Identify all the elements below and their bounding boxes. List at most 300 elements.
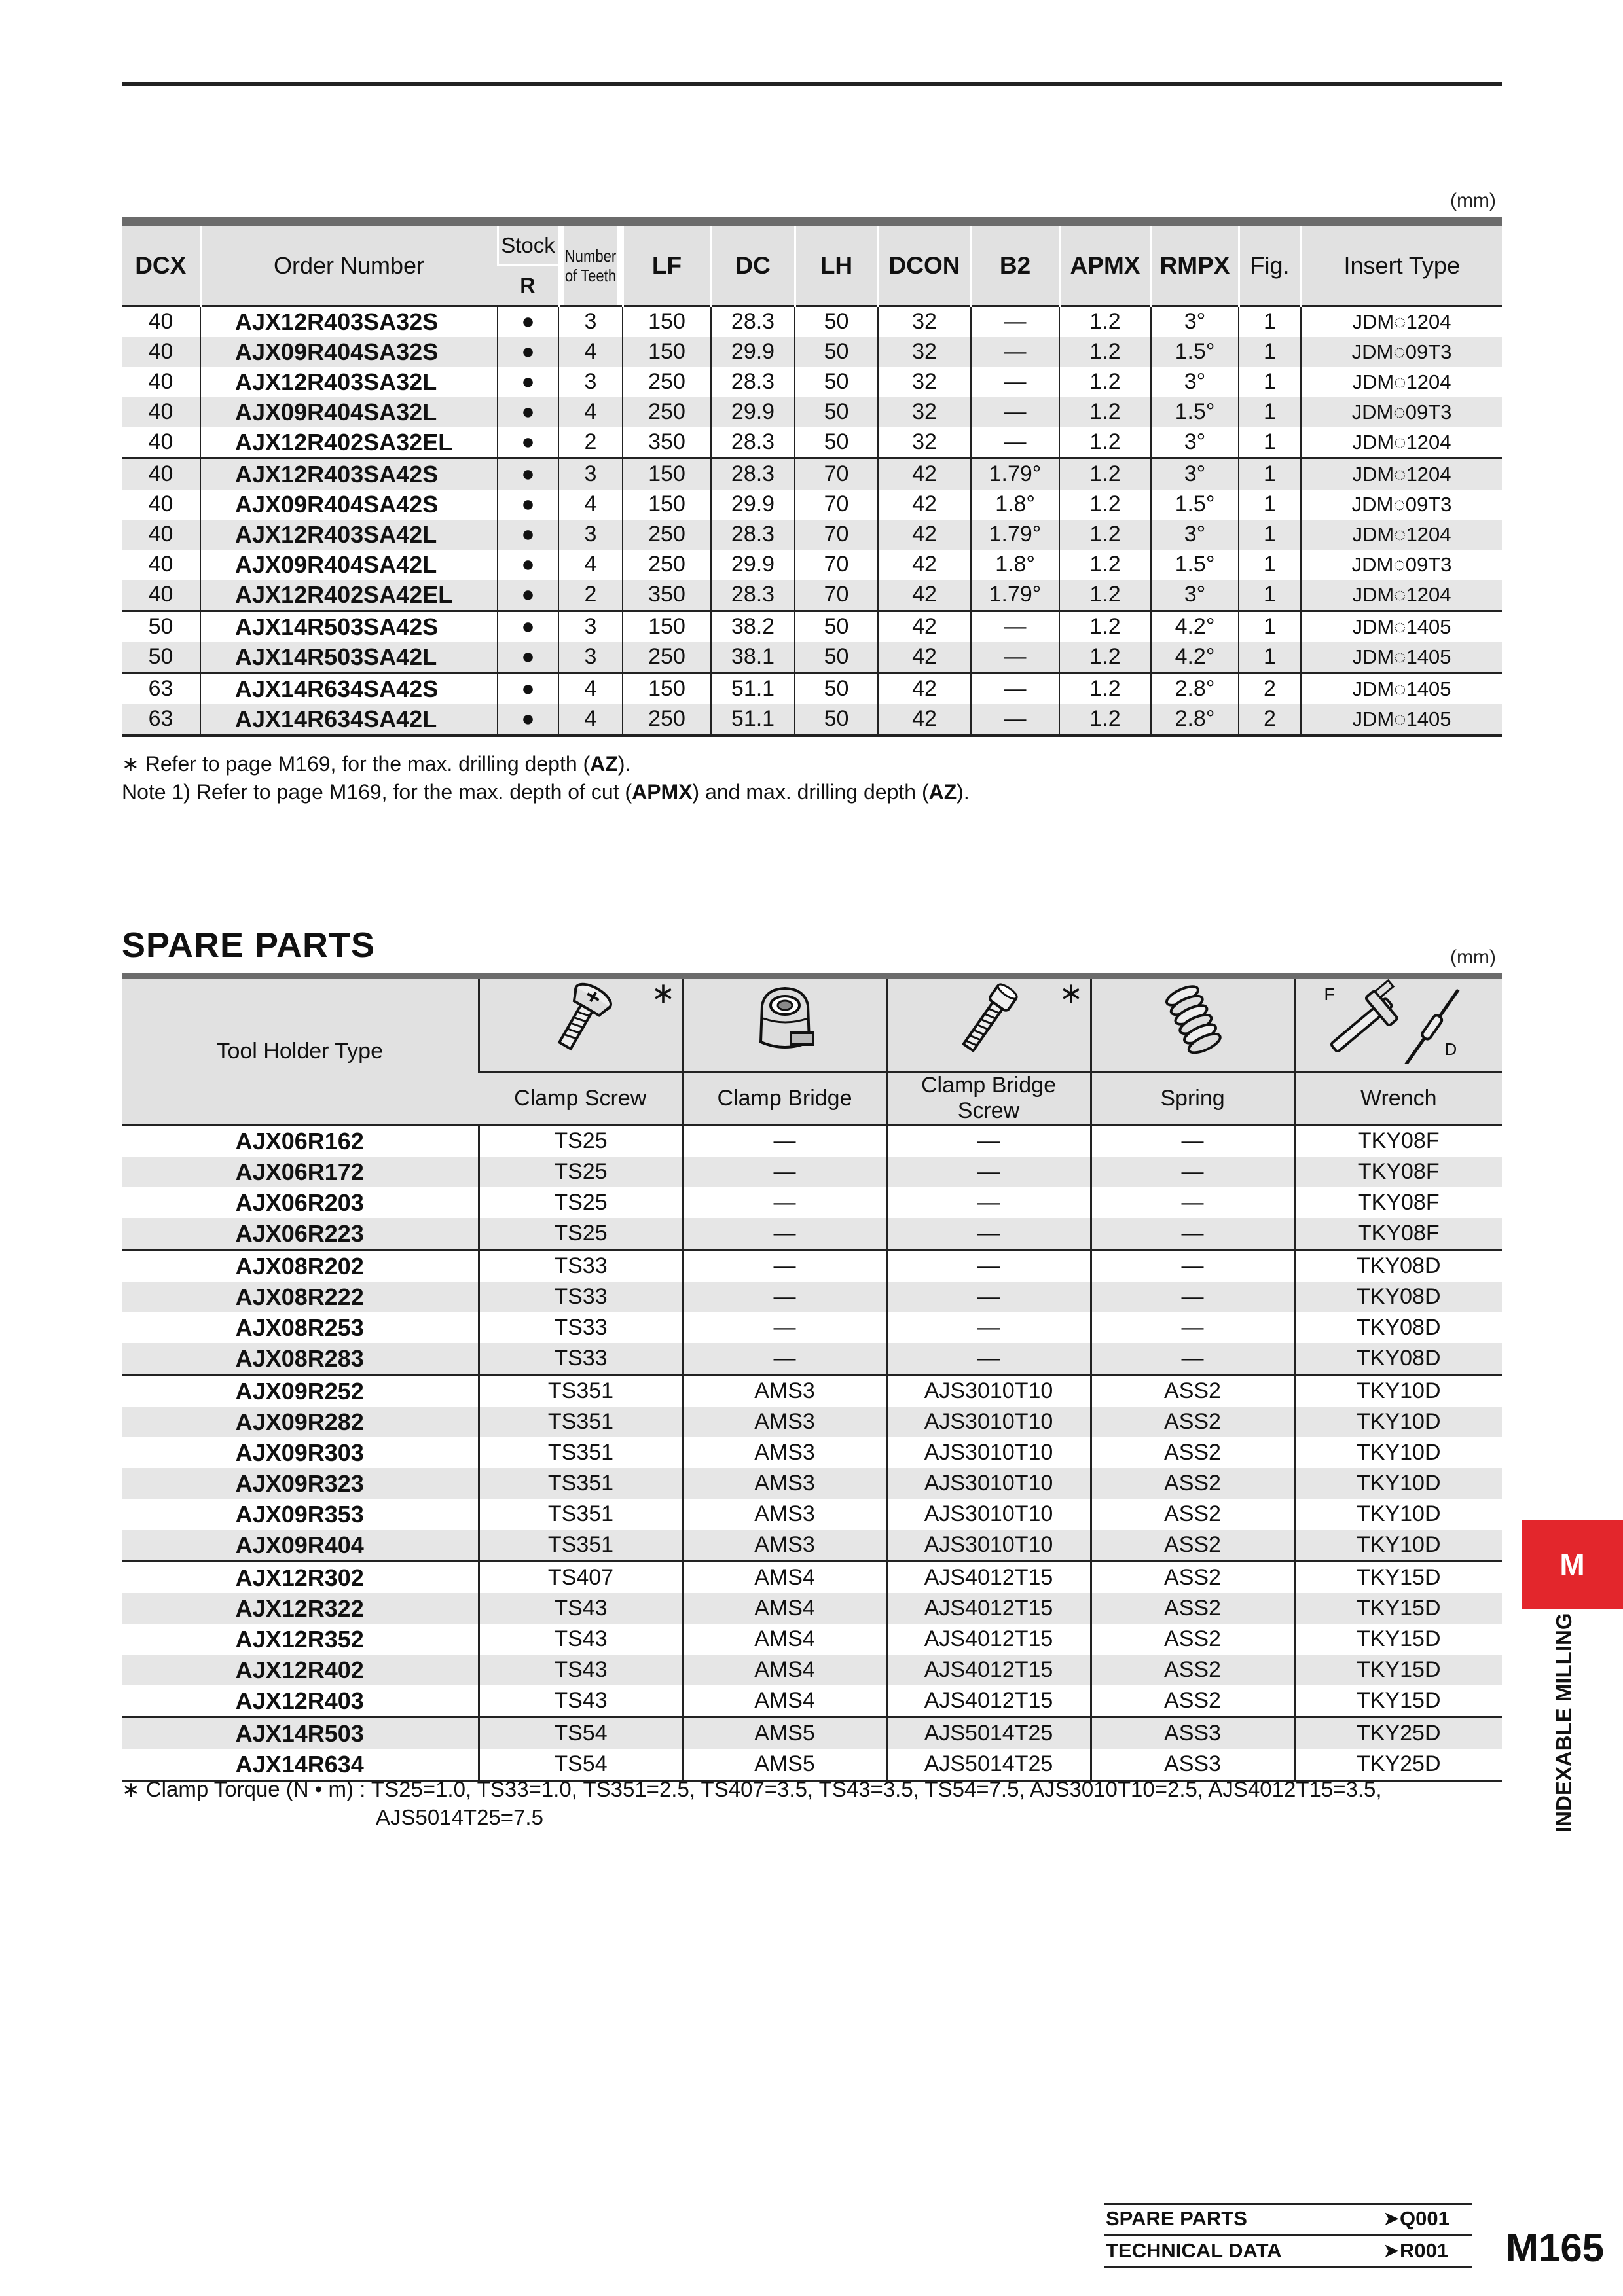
cell-clamp-bridge: AMS4 xyxy=(683,1685,886,1717)
cutter-spec-table xyxy=(122,217,1502,737)
spec-row xyxy=(122,673,1502,704)
cell-clamp-bridge-screw: — xyxy=(886,1282,1091,1312)
cell-fig: 1 xyxy=(1239,337,1301,367)
top-rule xyxy=(122,82,1502,86)
cell-spring: ASS2 xyxy=(1091,1655,1294,1685)
col-rmpx: RMPX xyxy=(1151,222,1239,306)
cell-dcon: 42 xyxy=(878,611,971,642)
cell-spring: — xyxy=(1091,1187,1294,1218)
wrench-d-label: D xyxy=(1444,1039,1457,1059)
col-dcx: DCX xyxy=(122,222,200,306)
cell-fig: 1 xyxy=(1239,427,1301,459)
cell-dcon: 42 xyxy=(878,580,971,611)
cell-tool-holder: AJX09R323 xyxy=(122,1468,479,1499)
spec-row xyxy=(122,337,1502,367)
col-number-of-teeth: Number of Teeth xyxy=(563,222,617,306)
cell-wrench: TKY08D xyxy=(1294,1282,1502,1312)
cell-dc: 28.3 xyxy=(711,520,795,550)
cell-insert-type: JDM◌1204 xyxy=(1301,458,1502,490)
cell-clamp-screw: TS25 xyxy=(479,1125,683,1157)
cell-lh: 50 xyxy=(795,673,878,704)
cell-fig: 1 xyxy=(1239,306,1301,337)
cell-clamp-bridge: — xyxy=(683,1312,886,1343)
cell-lf: 250 xyxy=(623,642,711,673)
cell-fig: 1 xyxy=(1239,520,1301,550)
cell-rmpx: 3° xyxy=(1151,458,1239,490)
cell-stock: ● xyxy=(498,704,558,736)
cell-tool-holder: AJX08R202 xyxy=(122,1250,479,1282)
cell-tool-holder: AJX12R402 xyxy=(122,1655,479,1685)
cell-tool-holder: AJX06R172 xyxy=(122,1157,479,1187)
col-order-number: Order Number xyxy=(200,222,498,306)
cell-dcx: 40 xyxy=(122,520,200,550)
cell-tool-holder: AJX06R203 xyxy=(235,1189,364,1216)
cell-clamp-screw: TS54 xyxy=(479,1749,683,1781)
col-stock-r: R xyxy=(498,265,558,306)
cell-b2: — xyxy=(971,397,1059,427)
cell-rmpx: 3° xyxy=(1151,367,1239,397)
cell-insert-type: JDM◌1405 xyxy=(1301,611,1502,642)
cell-dcon: 42 xyxy=(878,704,971,736)
cell-clamp-screw: TS33 xyxy=(479,1312,683,1343)
cell-spring: — xyxy=(1091,1282,1294,1312)
cell-clamp-screw: TS351 xyxy=(479,1375,683,1407)
spring-image-cell xyxy=(1091,976,1294,1072)
cell-apmx: 1.2 xyxy=(1059,520,1151,550)
section-label xyxy=(1552,1613,1578,1859)
cell-teeth: 2 xyxy=(558,427,623,459)
spare-row xyxy=(122,1468,1502,1499)
cell-insert-type: JDM◌1405 xyxy=(1301,673,1502,704)
cell-clamp-bridge-screw: AJS3010T10 xyxy=(886,1437,1091,1468)
cell-tool-holder: AJX09R353 xyxy=(235,1500,364,1528)
cell-teeth: 2 xyxy=(558,580,623,611)
cell-clamp-screw: TS407 xyxy=(479,1562,683,1594)
col-dcon: DCON xyxy=(878,222,971,306)
cell-lf: 150 xyxy=(623,337,711,367)
spare-row xyxy=(122,1685,1502,1717)
wrench-image-cell xyxy=(1294,976,1502,1072)
cell-clamp-bridge-screw: AJS3010T10 xyxy=(886,1530,1091,1562)
note-1: Note 1) Refer to page M169, for the max. depth of cut (APMX) and max. drilling depth (AZ). xyxy=(122,780,970,804)
spare-row xyxy=(122,1624,1502,1655)
cell-dc: 51.1 xyxy=(711,673,795,704)
cell-teeth: 3 xyxy=(558,306,623,337)
cell-tool-holder: AJX09R404 xyxy=(122,1530,479,1562)
cell-clamp-screw: TS54 xyxy=(479,1717,683,1749)
cell-b2: — xyxy=(971,337,1059,367)
cell-order-number: AJX12R402SA32EL xyxy=(200,427,498,459)
cell-dcon: 32 xyxy=(878,306,971,337)
cell-dcx: 40 xyxy=(148,369,173,394)
cell-dcon: 32 xyxy=(878,367,971,397)
col-b2: B2 xyxy=(971,222,1059,306)
cell-stock: ● xyxy=(498,490,558,520)
cell-lf: 250 xyxy=(623,704,711,736)
cell-dc: 28.3 xyxy=(711,306,795,337)
cell-dcon: 32 xyxy=(878,427,971,459)
cell-lh: 50 xyxy=(795,611,878,642)
cell-dcon: 42 xyxy=(878,520,971,550)
cell-clamp-bridge: AMS3 xyxy=(683,1375,886,1407)
cell-clamp-screw: TS25 xyxy=(479,1187,683,1218)
cell-clamp-bridge: — xyxy=(683,1187,886,1218)
cell-tool-holder: AJX14R634 xyxy=(122,1749,479,1781)
cell-spring: ASS2 xyxy=(1091,1468,1294,1499)
cell-teeth: 3 xyxy=(558,458,623,490)
cell-lh: 50 xyxy=(795,306,878,337)
spec-row xyxy=(122,458,1502,490)
spare-row xyxy=(122,1437,1502,1468)
cell-order-number: AJX14R634SA42L xyxy=(200,704,498,736)
cell-dcx: 40 xyxy=(122,458,200,490)
cell-teeth: 4 xyxy=(558,550,623,580)
clamp-screw-icon xyxy=(545,979,617,1058)
cell-clamp-bridge-screw: AJS5014T25 xyxy=(886,1717,1091,1749)
cell-stock: ● xyxy=(498,611,558,642)
cell-clamp-screw: TS351 xyxy=(479,1407,683,1437)
cell-order-number: AJX14R634SA42S xyxy=(200,673,498,704)
cell-clamp-bridge: AMS3 xyxy=(683,1530,886,1562)
cell-stock: ● xyxy=(498,367,558,397)
cell-clamp-bridge: AMS3 xyxy=(683,1499,886,1530)
cell-dcx: 40 xyxy=(148,492,173,516)
cell-wrench: TKY08F xyxy=(1294,1218,1502,1250)
cell-fig: 1 xyxy=(1239,550,1301,580)
cell-spring: — xyxy=(1091,1125,1294,1157)
cell-dc: 29.9 xyxy=(711,337,795,367)
cell-stock: ● xyxy=(498,642,558,673)
cell-wrench: TKY15D xyxy=(1294,1655,1502,1685)
cell-stock: ● xyxy=(498,458,558,490)
cell-clamp-bridge: — xyxy=(683,1125,886,1157)
spec-row xyxy=(122,580,1502,611)
cell-lf: 250 xyxy=(623,397,711,427)
cell-lf: 150 xyxy=(623,458,711,490)
cell-teeth: 4 xyxy=(558,704,623,736)
cell-dcx: 40 xyxy=(148,552,173,577)
cell-insert-type: JDM◌09T3 xyxy=(1301,337,1502,367)
cell-wrench: TKY10D xyxy=(1294,1375,1502,1407)
cell-clamp-bridge-screw: — xyxy=(886,1157,1091,1187)
cell-wrench: TKY15D xyxy=(1294,1685,1502,1717)
cell-apmx: 1.2 xyxy=(1059,397,1151,427)
spare-row xyxy=(122,1530,1502,1562)
cell-clamp-bridge-screw: AJS4012T15 xyxy=(886,1685,1091,1717)
cell-lf: 250 xyxy=(623,520,711,550)
cell-teeth: 3 xyxy=(558,642,623,673)
cell-spring: ASS2 xyxy=(1091,1375,1294,1407)
footer-ref-r001[interactable]: ➤R001 xyxy=(1383,2239,1449,2262)
cell-spring: ASS2 xyxy=(1091,1407,1294,1437)
cell-dcon: 42 xyxy=(878,673,971,704)
cell-clamp-bridge: AMS4 xyxy=(683,1655,886,1685)
col-lh: LH xyxy=(795,222,878,306)
cell-order-number: AJX14R503SA42L xyxy=(200,642,498,673)
cell-stock: ● xyxy=(498,337,558,367)
cell-spring: ASS2 xyxy=(1091,1437,1294,1468)
cell-spring: — xyxy=(1091,1343,1294,1375)
cell-clamp-bridge: — xyxy=(683,1218,886,1250)
cell-lf: 150 xyxy=(623,490,711,520)
cell-stock: ● xyxy=(498,427,558,459)
clamp-screw-image-cell: ∗ xyxy=(479,976,683,1072)
cell-insert-type: JDM◌1204 xyxy=(1301,580,1502,611)
cell-order-number: AJX09R404SA42S xyxy=(200,490,498,520)
cell-order-number: AJX09R404SA42L xyxy=(200,550,498,580)
cell-dcx: 40 xyxy=(122,580,200,611)
cell-apmx: 1.2 xyxy=(1059,642,1151,673)
cell-order-number: AJX09R404SA32L xyxy=(200,397,498,427)
cell-clamp-screw: TS25 xyxy=(479,1157,683,1187)
cell-b2: — xyxy=(971,427,1059,459)
cell-spring: ASS2 xyxy=(1091,1624,1294,1655)
col-stock: Stock xyxy=(498,222,558,265)
cell-tool-holder: AJX12R322 xyxy=(122,1593,479,1624)
cell-dcx: 40 xyxy=(122,397,200,427)
spec-row xyxy=(122,520,1502,550)
spare-row xyxy=(122,1125,1502,1157)
cell-order-number: AJX12R403SA32L xyxy=(200,367,498,397)
cell-spring: ASS3 xyxy=(1091,1717,1294,1749)
cell-clamp-bridge: — xyxy=(683,1343,886,1375)
cell-dc: 29.9 xyxy=(711,490,795,520)
cell-insert-type: JDM◌1204 xyxy=(1301,367,1502,397)
cell-clamp-screw: TS351 xyxy=(479,1437,683,1468)
cell-wrench: TKY10D xyxy=(1294,1530,1502,1562)
cell-lf: 150 xyxy=(623,611,711,642)
cell-dc: 28.3 xyxy=(711,458,795,490)
spare-row xyxy=(122,1717,1502,1749)
cell-wrench: TKY08D xyxy=(1294,1312,1502,1343)
cell-teeth: 3 xyxy=(558,611,623,642)
cell-teeth: 3 xyxy=(558,367,623,397)
cell-dcon: 42 xyxy=(878,458,971,490)
cell-rmpx: 4.2° xyxy=(1151,611,1239,642)
cell-clamp-bridge: — xyxy=(683,1157,886,1187)
section-tab-m[interactable]: M xyxy=(1522,1520,1623,1609)
cell-lh: 70 xyxy=(795,490,878,520)
cell-wrench: TKY10D xyxy=(1294,1407,1502,1437)
spec-table-body xyxy=(122,306,1502,736)
cell-fig: 1 xyxy=(1239,367,1301,397)
spare-row xyxy=(122,1499,1502,1530)
cell-lh: 70 xyxy=(795,458,878,490)
cell-apmx: 1.2 xyxy=(1059,580,1151,611)
cell-order-number: AJX12R402SA42EL xyxy=(200,580,498,611)
cell-wrench: TKY15D xyxy=(1294,1593,1502,1624)
spec-row xyxy=(122,427,1502,459)
cell-insert-type: JDM◌09T3 xyxy=(1301,397,1502,427)
cell-spring: — xyxy=(1091,1218,1294,1250)
col-dc: DC xyxy=(711,222,795,306)
cell-rmpx: 3° xyxy=(1151,520,1239,550)
cell-insert-type: JDM◌1204 xyxy=(1301,520,1502,550)
cell-dc: 51.1 xyxy=(711,704,795,736)
cell-b2: — xyxy=(971,704,1059,736)
cell-clamp-bridge-screw: — xyxy=(886,1125,1091,1157)
footer-ref-q001[interactable]: ➤Q001 xyxy=(1383,2207,1450,2230)
cell-dc: 29.9 xyxy=(711,397,795,427)
col-wrench: Wrench xyxy=(1294,1072,1502,1125)
cell-wrench: TKY08F xyxy=(1294,1157,1502,1187)
spare-parts-table xyxy=(122,973,1502,1782)
cell-rmpx: 3° xyxy=(1151,306,1239,337)
cell-clamp-bridge: AMS5 xyxy=(683,1749,886,1781)
cell-tool-holder: AJX08R253 xyxy=(235,1314,364,1341)
spec-row xyxy=(122,397,1502,427)
cell-wrench: TKY25D xyxy=(1294,1749,1502,1781)
cell-b2: — xyxy=(971,642,1059,673)
cell-dcon: 42 xyxy=(878,642,971,673)
spare-row xyxy=(122,1282,1502,1312)
cell-clamp-bridge: AMS4 xyxy=(683,1593,886,1624)
cell-clamp-screw: TS43 xyxy=(479,1624,683,1655)
clamp-bridge-screw-icon xyxy=(953,979,1025,1058)
cell-dcx: 63 xyxy=(122,673,200,704)
cell-insert-type: JDM◌09T3 xyxy=(1301,550,1502,580)
cell-clamp-bridge-screw: — xyxy=(886,1312,1091,1343)
cell-b2: 1.79° xyxy=(971,580,1059,611)
cell-stock: ● xyxy=(498,580,558,611)
cell-apmx: 1.2 xyxy=(1059,611,1151,642)
cell-apmx: 1.2 xyxy=(1059,550,1151,580)
cell-tool-holder: AJX12R352 xyxy=(235,1625,364,1653)
spare-row xyxy=(122,1250,1502,1282)
cell-clamp-bridge-screw: AJS3010T10 xyxy=(886,1499,1091,1530)
cell-dcx: 63 xyxy=(122,704,200,736)
spec-row xyxy=(122,367,1502,397)
spec-row xyxy=(122,490,1502,520)
cell-clamp-screw: TS33 xyxy=(479,1343,683,1375)
cell-clamp-bridge: AMS3 xyxy=(683,1407,886,1437)
cell-wrench: TKY25D xyxy=(1294,1717,1502,1749)
cell-stock: ● xyxy=(498,550,558,580)
cell-apmx: 1.2 xyxy=(1059,704,1151,736)
cell-stock: ● xyxy=(498,520,558,550)
cell-fig: 1 xyxy=(1239,642,1301,673)
cell-spring: ASS2 xyxy=(1091,1562,1294,1594)
cell-apmx: 1.2 xyxy=(1059,427,1151,459)
footer-link-spare-parts[interactable]: SPARE PARTS xyxy=(1106,2207,1247,2230)
cell-apmx: 1.2 xyxy=(1059,367,1151,397)
cell-b2: — xyxy=(971,367,1059,397)
cell-clamp-bridge-screw: AJS3010T10 xyxy=(886,1375,1091,1407)
cell-lf: 250 xyxy=(623,367,711,397)
cell-insert-type: JDM◌1405 xyxy=(1301,704,1502,736)
cell-clamp-bridge-screw: AJS4012T15 xyxy=(886,1562,1091,1594)
cell-lf: 350 xyxy=(623,427,711,459)
cell-dcon: 32 xyxy=(878,397,971,427)
cell-lh: 50 xyxy=(795,337,878,367)
spare-row xyxy=(122,1157,1502,1187)
cell-lf: 150 xyxy=(623,306,711,337)
spec-row xyxy=(122,611,1502,642)
cell-clamp-screw: TS351 xyxy=(479,1530,683,1562)
cell-teeth: 3 xyxy=(558,520,623,550)
spring-icon xyxy=(1157,979,1229,1058)
spec-row xyxy=(122,642,1502,673)
spare-row xyxy=(122,1187,1502,1218)
cell-wrench: TKY08F xyxy=(1294,1187,1502,1218)
cell-b2: — xyxy=(971,673,1059,704)
cell-lh: 50 xyxy=(795,397,878,427)
cell-lf: 150 xyxy=(623,673,711,704)
cell-clamp-screw: TS33 xyxy=(479,1250,683,1282)
cell-clamp-bridge-screw: AJS4012T15 xyxy=(886,1593,1091,1624)
spare-table-body xyxy=(122,1125,1502,1782)
cell-fig: 2 xyxy=(1239,673,1301,704)
footer-rule-mid xyxy=(1104,2234,1472,2236)
cell-clamp-bridge: — xyxy=(683,1250,886,1282)
cell-insert-type: JDM◌09T3 xyxy=(1301,490,1502,520)
cell-spring: — xyxy=(1091,1312,1294,1343)
cell-spring: ASS2 xyxy=(1091,1499,1294,1530)
cell-teeth: 4 xyxy=(558,490,623,520)
cell-b2: 1.8° xyxy=(971,490,1059,520)
cell-wrench: TKY15D xyxy=(1294,1624,1502,1655)
cell-clamp-bridge-screw: AJS4012T15 xyxy=(886,1655,1091,1685)
cell-apmx: 1.2 xyxy=(1059,458,1151,490)
cell-dcon: 42 xyxy=(878,490,971,520)
footer-rule-top xyxy=(1104,2203,1472,2205)
cell-dcx: 40 xyxy=(148,429,173,454)
cell-insert-type: JDM◌1204 xyxy=(1301,427,1502,459)
cell-lh: 50 xyxy=(795,704,878,736)
cell-apmx: 1.2 xyxy=(1059,337,1151,367)
cell-tool-holder: AJX06R223 xyxy=(122,1218,479,1250)
clamp-bridge-icon xyxy=(749,979,821,1058)
cell-clamp-screw: TS43 xyxy=(479,1593,683,1624)
cell-rmpx: 1.5° xyxy=(1151,397,1239,427)
cell-order-number: AJX14R503SA42S xyxy=(200,611,498,642)
spec-row xyxy=(122,550,1502,580)
cell-lh: 50 xyxy=(795,642,878,673)
cell-wrench: TKY08D xyxy=(1294,1250,1502,1282)
cell-b2: 1.79° xyxy=(971,520,1059,550)
cell-spring: — xyxy=(1091,1250,1294,1282)
cell-clamp-bridge: AMS4 xyxy=(683,1562,886,1594)
cell-apmx: 1.2 xyxy=(1059,306,1151,337)
cell-tool-holder: AJX06R162 xyxy=(122,1125,479,1157)
cell-tool-holder: AJX08R222 xyxy=(122,1282,479,1312)
cell-lh: 70 xyxy=(795,520,878,550)
cell-clamp-bridge-screw: — xyxy=(886,1218,1091,1250)
col-insert-type: Insert Type xyxy=(1301,222,1502,306)
page-number: M165 xyxy=(1506,2226,1605,2270)
col-clamp-bridge-screw: Clamp Bridge Screw xyxy=(886,1072,1091,1125)
cell-fig: 1 xyxy=(1239,458,1301,490)
cell-lh: 70 xyxy=(795,580,878,611)
col-tool-holder-type: Tool Holder Type xyxy=(122,976,479,1125)
cell-clamp-bridge-screw: AJS3010T10 xyxy=(886,1407,1091,1437)
torque-note-line2: AJS5014T25=7.5 xyxy=(376,1805,543,1829)
cell-dc: 28.3 xyxy=(711,427,795,459)
cell-dcx: 50 xyxy=(122,642,200,673)
cell-fig: 1 xyxy=(1239,397,1301,427)
spare-row xyxy=(122,1407,1502,1437)
cell-rmpx: 3° xyxy=(1151,580,1239,611)
cell-rmpx: 1.5° xyxy=(1151,490,1239,520)
footer-link-technical-data[interactable]: TECHNICAL DATA xyxy=(1106,2239,1282,2262)
cell-tool-holder: AJX08R283 xyxy=(122,1343,479,1375)
cell-stock: ● xyxy=(498,306,558,337)
cell-tool-holder: AJX12R403 xyxy=(235,1687,364,1714)
cell-teeth: 4 xyxy=(558,337,623,367)
cell-apmx: 1.2 xyxy=(1059,490,1151,520)
cell-fig: 2 xyxy=(1239,704,1301,736)
cell-insert-type: JDM◌1204 xyxy=(1301,306,1502,337)
